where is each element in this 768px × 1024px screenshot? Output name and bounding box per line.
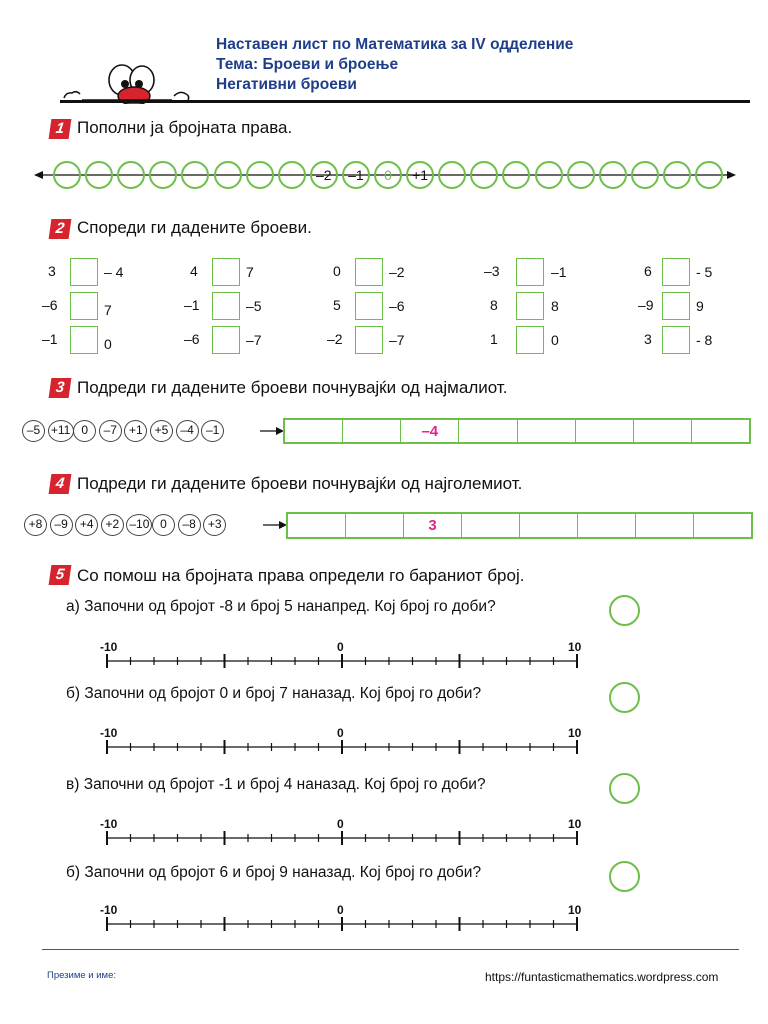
number-line (100, 903, 590, 933)
task-3-answer-boxes[interactable] (283, 418, 751, 444)
compare-sign-box[interactable] (662, 292, 690, 320)
number-line-circle[interactable] (278, 161, 306, 189)
number-line-circle[interactable] (149, 161, 177, 189)
number-chip: –9 (50, 514, 73, 536)
compare-left-number: –2 (327, 331, 343, 347)
answer-cell[interactable] (636, 514, 694, 537)
compare-sign-box[interactable] (355, 292, 383, 320)
axis-zero-label: 0 (337, 817, 344, 831)
compare-right-number: –1 (551, 264, 567, 280)
number-line-circle[interactable] (117, 161, 145, 189)
compare-sign-box[interactable] (516, 292, 544, 320)
answer-cell[interactable]: –4 (401, 420, 459, 442)
compare-sign-box[interactable] (212, 258, 240, 286)
task-4-number: 4 (49, 474, 72, 494)
answer-cell[interactable] (459, 420, 517, 442)
number-line-ticks (100, 916, 590, 932)
number-line-circle[interactable] (502, 161, 530, 189)
compare-sign-box[interactable] (662, 258, 690, 286)
number-chip: –10 (126, 514, 152, 536)
compare-right-number: 0 (551, 332, 559, 348)
number-line (100, 817, 590, 847)
answer-circle[interactable] (609, 682, 640, 713)
compare-right-number: 0 (104, 336, 112, 352)
number-line-circle[interactable] (567, 161, 595, 189)
answer-circle[interactable] (609, 861, 640, 892)
compare-sign-box[interactable] (212, 292, 240, 320)
task-2-title: Спореди ги дадените броеви. (77, 218, 312, 237)
answer-cell[interactable] (578, 514, 636, 537)
compare-sign-box[interactable] (516, 326, 544, 354)
compare-right-number: – 4 (104, 264, 124, 280)
compare-right-number: - 5 (696, 264, 713, 280)
worksheet-topic: Тема: Броеви и броење (216, 56, 399, 73)
compare-right-number: –7 (389, 332, 405, 348)
task-1-number: 1 (49, 119, 72, 139)
number-chip: +8 (24, 514, 47, 536)
compare-left-number: 6 (644, 263, 652, 279)
compare-right-number: –2 (389, 264, 405, 280)
task-5-number: 5 (49, 565, 72, 585)
task-5-title: Со помош на бројната права определи го бараниот број. (77, 566, 525, 585)
number-chip: +2 (101, 514, 124, 536)
number-line-ticks (100, 739, 590, 755)
compare-left-number: –1 (42, 331, 58, 347)
compare-right-number: –5 (246, 298, 262, 314)
axis-max-label: 10 (568, 903, 582, 917)
compare-left-number: –6 (42, 297, 58, 313)
compare-sign-box[interactable] (355, 326, 383, 354)
axis-max-label: 10 (568, 640, 582, 654)
compare-left-number: 1 (490, 331, 498, 347)
compare-left-number: 4 (190, 263, 198, 279)
answer-circle[interactable] (609, 773, 640, 804)
number-chip: +3 (203, 514, 226, 536)
number-line-circle[interactable] (53, 161, 81, 189)
axis-zero-label: 0 (337, 726, 344, 740)
worksheet-title: Наставен лист по Математика за IV одделение (216, 36, 574, 53)
task-4-answer-boxes[interactable] (286, 512, 753, 539)
axis-min-label: -10 (100, 903, 118, 917)
answer-cell[interactable] (694, 514, 751, 537)
number-line-ticks (100, 830, 590, 846)
task-4-title: Подреди ги дадените броеви почнувајќи од најголемиот. (77, 474, 523, 493)
answer-cell[interactable] (343, 420, 401, 442)
header-rule (60, 100, 750, 103)
number-line-circle[interactable] (181, 161, 209, 189)
website-url[interactable]: https://funtasticmathematics.wordpress.com (485, 970, 719, 984)
compare-right-number: 7 (246, 264, 254, 280)
axis-zero-label: 0 (337, 903, 344, 917)
number-line-ticks (100, 653, 590, 669)
number-chip: –4 (176, 420, 199, 442)
task-3-arrow-icon (260, 425, 284, 437)
answer-cell[interactable] (634, 420, 692, 442)
compare-left-number: –1 (184, 297, 200, 313)
compare-left-number: 3 (48, 263, 56, 279)
task-3-number: 3 (49, 378, 72, 398)
task-5-question: б) Започни од бројот 6 и броj 9 наназад. Кој број го доби? (66, 864, 482, 881)
number-chip: +4 (75, 514, 98, 536)
answer-circle[interactable] (609, 595, 640, 626)
compare-left-number: 8 (490, 297, 498, 313)
number-chip: –7 (99, 420, 122, 442)
number-line-circle[interactable] (246, 161, 274, 189)
axis-min-label: -10 (100, 640, 118, 654)
answer-cell[interactable] (520, 514, 578, 537)
compare-right-number: 9 (696, 298, 704, 314)
number-line-circle[interactable]: +1 (406, 161, 434, 189)
task-5-question: в) Започни од бројот -1 и броj 4 наназад. Кој број го доби? (66, 776, 486, 793)
answer-cell[interactable] (285, 420, 343, 442)
axis-min-label: -10 (100, 817, 118, 831)
task-5-question: а) Започни од бројот -8 и броj 5 нанапред. Кој број го доби? (66, 598, 496, 615)
compare-right-number: 7 (104, 302, 112, 318)
compare-sign-box[interactable] (212, 326, 240, 354)
compare-right-number: 8 (551, 298, 559, 314)
task-1-title: Пополни ја бројната права. (77, 118, 293, 137)
number-chip: 0 (152, 514, 175, 536)
answer-cell[interactable] (346, 514, 404, 537)
number-line-circle[interactable] (85, 161, 113, 189)
number-line (100, 726, 590, 756)
number-line-circle[interactable] (438, 161, 466, 189)
axis-max-label: 10 (568, 726, 582, 740)
compare-sign-box[interactable] (70, 292, 98, 320)
number-chip: –8 (178, 514, 201, 536)
axis-min-label: -10 (100, 726, 118, 740)
compare-left-number: 0 (333, 263, 341, 279)
cartoon-mascot-icon (62, 62, 192, 104)
answer-cell[interactable] (462, 514, 520, 537)
answer-cell[interactable]: 3 (404, 514, 462, 537)
compare-left-number: –9 (638, 297, 654, 313)
task-2-number: 2 (49, 219, 72, 239)
number-line-circle[interactable]: –2 (310, 161, 338, 189)
compare-sign-box[interactable] (516, 258, 544, 286)
number-chip: +5 (150, 420, 173, 442)
answer-cell[interactable] (576, 420, 634, 442)
number-line-circle[interactable]: 0 (374, 161, 402, 189)
student-name-label: Презиме и име: (47, 970, 117, 981)
answer-cell[interactable] (288, 514, 346, 537)
axis-zero-label: 0 (337, 640, 344, 654)
worksheet-subtopic: Негативни броеви (216, 76, 357, 93)
number-line-circle[interactable] (214, 161, 242, 189)
compare-left-number: –6 (184, 331, 200, 347)
number-chip: –1 (201, 420, 224, 442)
number-chip: +1 (124, 420, 147, 442)
number-line-circle[interactable] (631, 161, 659, 189)
number-line (100, 640, 590, 670)
answer-cell[interactable] (518, 420, 576, 442)
axis-max-label: 10 (568, 817, 582, 831)
number-line-circle[interactable] (663, 161, 691, 189)
compare-left-number: 3 (644, 331, 652, 347)
answer-cell[interactable] (692, 420, 749, 442)
compare-right-number: –6 (389, 298, 405, 314)
number-line-circle[interactable] (470, 161, 498, 189)
compare-right-number: - 8 (696, 332, 713, 348)
task-5-question: б) Започни од бројот 0 и броj 7 наназад. Кој број го доби? (66, 685, 482, 702)
task-4-arrow-icon (263, 519, 287, 531)
number-chip: +11 (48, 420, 74, 442)
number-chip: –5 (22, 420, 45, 442)
compare-sign-box[interactable] (355, 258, 383, 286)
compare-sign-box[interactable] (70, 326, 98, 354)
number-line-circle[interactable]: –1 (342, 161, 370, 189)
compare-left-number: 5 (333, 297, 341, 313)
number-line-circle[interactable] (535, 161, 563, 189)
number-line-circle[interactable] (599, 161, 627, 189)
footer-rule (42, 949, 739, 950)
compare-right-number: –7 (246, 332, 262, 348)
compare-left-number: –3 (484, 263, 500, 279)
compare-sign-box[interactable] (662, 326, 690, 354)
number-chip: 0 (73, 420, 96, 442)
number-line-circle[interactable] (695, 161, 723, 189)
task-3-title: Подреди ги дадените броеви почнувајќи од најмалиот. (77, 378, 508, 397)
compare-sign-box[interactable] (70, 258, 98, 286)
